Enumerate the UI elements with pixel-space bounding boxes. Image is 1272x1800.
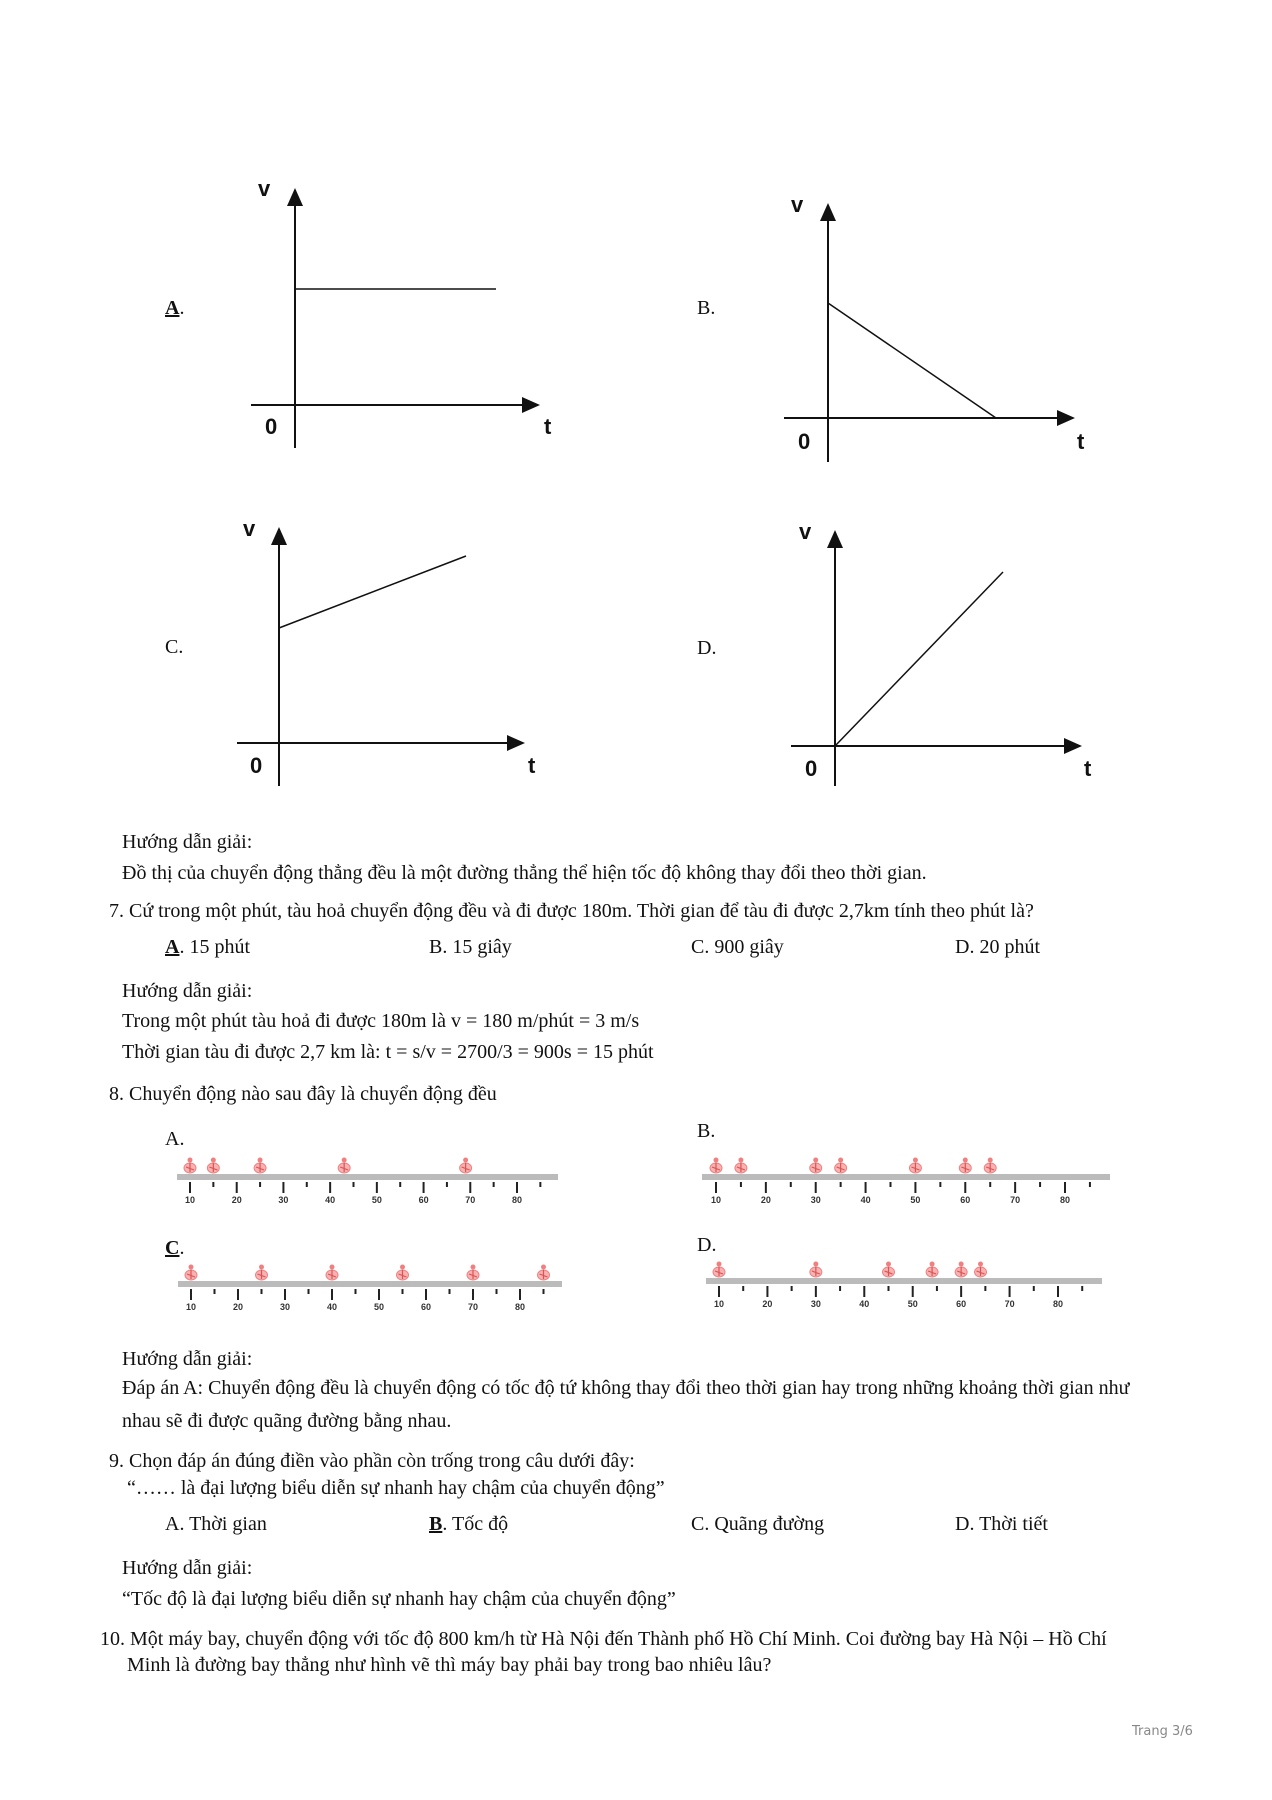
tick-label: 80	[1059, 1195, 1071, 1205]
tick-label: 60	[956, 1299, 967, 1309]
tick-label: 20	[232, 1302, 244, 1312]
question-9: 9. Chọn đáp án đúng điền vào phần còn trống trong câu dưới đây:	[109, 1450, 635, 1472]
question-9-quote: “…… là đại lượng biểu diễn sự nhanh hay chậm của chuyển động”	[127, 1477, 665, 1499]
solution-line: “Tốc độ là đại lượng biểu diễn sự nhanh hay chậm của chuyển động”	[122, 1588, 676, 1610]
graph-a-origin-label: 0	[265, 414, 278, 439]
solution-line: nhau sẽ đi được quãng đường bằng nhau.	[122, 1410, 452, 1432]
tick-label: 70	[465, 1195, 476, 1205]
question-10-cont: Minh là đường bay thẳng như hình vẽ thì máy bay phải bay trong bao nhiêu lâu?	[127, 1654, 772, 1676]
tick-label: 80	[514, 1302, 526, 1312]
q7-option-d: D. 20 phút	[955, 936, 1040, 958]
q8-option-c-label: C.	[165, 1237, 185, 1259]
tick-label: 60	[420, 1302, 432, 1312]
solution-heading: Hướng dẫn giải:	[122, 1348, 253, 1370]
solution-line: Trong một phút tàu hoả đi được 180m là v = 180 m/phút = 3 m/s	[122, 1010, 640, 1032]
tick-label: 50	[910, 1195, 921, 1205]
runner-icon	[984, 1158, 996, 1174]
solution-heading: Hướng dẫn giải:	[122, 1557, 253, 1579]
number-line-d	[706, 1262, 1102, 1310]
graph-b-v-label: v	[791, 192, 804, 217]
tick-label: 30	[810, 1195, 821, 1205]
question-8: 8. Chuyển động nào sau đây là chuyển động đều	[109, 1083, 497, 1105]
tick-label: 70	[1004, 1299, 1015, 1309]
solution-line: Đáp án A: Chuyển động đều là chuyển động có tốc độ tứ không thay đổi theo thời gian hay trong những khoảng thời gian như	[122, 1377, 1130, 1399]
tick-label: 50	[907, 1299, 918, 1309]
q7-option-a: A. 15 phút	[165, 936, 251, 958]
graph-b-label: B.	[697, 297, 716, 319]
tick-label: 70	[467, 1302, 479, 1312]
runner-icon	[538, 1265, 550, 1281]
graph-d-origin-label: 0	[805, 756, 818, 781]
q9-option-b: B. Tốc độ	[429, 1513, 509, 1535]
tick-label: 30	[279, 1302, 291, 1312]
runner-icon	[926, 1262, 938, 1278]
solution-heading: Hướng dẫn giải:	[122, 980, 253, 1002]
runner-icon	[184, 1158, 196, 1174]
graph-c	[237, 529, 523, 786]
graph-c-v-label: v	[243, 516, 256, 541]
q7-option-c: C. 900 giây	[691, 936, 784, 958]
runner-icon	[735, 1158, 747, 1174]
solution-line: Thời gian tàu đi được 2,7 km là: t = s/v = 2700/3 = 900s = 15 phút	[122, 1041, 654, 1063]
tick-label: 40	[325, 1195, 336, 1205]
q9-option-d: D. Thời tiết	[955, 1513, 1048, 1535]
tick-label: 20	[231, 1195, 242, 1205]
runner-icon	[256, 1265, 268, 1281]
track	[177, 1174, 558, 1180]
track	[178, 1281, 562, 1287]
runner-icon	[460, 1158, 472, 1174]
graph-b-t-label: t	[1077, 429, 1085, 454]
runner-icon	[883, 1262, 895, 1278]
tick-label: 10	[710, 1195, 722, 1205]
graph-c-t-label: t	[528, 753, 536, 778]
q8-option-a-label: A.	[165, 1128, 185, 1150]
tick-label: 10	[185, 1302, 197, 1312]
graph-d-v-label: v	[799, 519, 812, 544]
track	[706, 1278, 1102, 1284]
number-line-b	[702, 1158, 1110, 1206]
tick-label: 30	[278, 1195, 289, 1205]
runner-icon	[338, 1158, 350, 1174]
tick-label: 40	[326, 1302, 338, 1312]
q9-option-a: A. Thời gian	[165, 1513, 267, 1535]
runner-icon	[810, 1262, 822, 1278]
graph-b-line	[828, 303, 996, 418]
graph-c-label: C.	[165, 636, 184, 658]
tick-label: 40	[860, 1195, 871, 1205]
runner-icon	[326, 1265, 338, 1281]
tick-label: 70	[1010, 1195, 1021, 1205]
tick-label: 80	[511, 1195, 523, 1205]
graph-a	[251, 190, 538, 448]
graph-d	[791, 532, 1080, 786]
runner-icon	[254, 1158, 266, 1174]
graph-c-line	[279, 556, 466, 628]
runner-icon	[955, 1262, 967, 1278]
tick-label: 50	[373, 1302, 385, 1312]
solution-text: Đồ thị của chuyển động thẳng đều là một đường thẳng thể hiện tốc độ không thay đổi theo thời gian.	[122, 862, 927, 884]
runner-icon	[975, 1262, 987, 1278]
q8-option-b-label: B.	[697, 1120, 716, 1142]
tick-label: 50	[371, 1195, 382, 1205]
graph-a-t-label: t	[544, 414, 552, 439]
graph-c-origin-label: 0	[250, 753, 263, 778]
q7-option-b: B. 15 giây	[429, 936, 512, 958]
tick-label: 10	[713, 1299, 725, 1309]
runner-icon	[207, 1158, 219, 1174]
graph-d-label: D.	[697, 637, 717, 659]
runner-icon	[713, 1262, 725, 1278]
tick-label: 60	[418, 1195, 429, 1205]
graph-b	[784, 205, 1073, 462]
question-7: 7. Cứ trong một phút, tàu hoả chuyển động đều và đi được 180m. Thời gian để tàu đi được 2,7km tính theo phút là?	[109, 900, 1034, 922]
tick-label: 10	[184, 1195, 196, 1205]
question-10: 10. Một máy bay, chuyển động với tốc độ 800 km/h từ Hà Nội đến Thành phố Hồ Chí Minh. Coi đường bay Hà Nội – Hồ Chí	[100, 1628, 1107, 1650]
q9-option-c: C. Quãng đường	[691, 1513, 825, 1535]
graph-b-origin-label: 0	[798, 429, 811, 454]
solution-heading: Hướng dẫn giải:	[122, 831, 253, 853]
tick-label: 80	[1052, 1299, 1064, 1309]
graph-d-t-label: t	[1084, 756, 1092, 781]
tick-label: 30	[810, 1299, 821, 1309]
page-number: Trang 3/6	[1132, 1724, 1193, 1739]
runner-icon	[467, 1265, 479, 1281]
runner-icon	[835, 1158, 847, 1174]
runner-icon	[909, 1158, 921, 1174]
tick-label: 60	[960, 1195, 971, 1205]
runner-icon	[959, 1158, 971, 1174]
runner-icon	[710, 1158, 722, 1174]
graph-d-line	[835, 572, 1003, 746]
tick-label: 40	[859, 1299, 870, 1309]
graph-a-label: A.	[165, 297, 185, 319]
number-line-c	[178, 1265, 562, 1313]
track	[702, 1174, 1110, 1180]
runner-icon	[185, 1265, 197, 1281]
tick-label: 20	[762, 1299, 773, 1309]
runner-icon	[397, 1265, 409, 1281]
number-line-a	[177, 1158, 558, 1206]
q8-option-d-label: D.	[697, 1234, 717, 1256]
graph-a-v-label: v	[258, 176, 271, 201]
runner-icon	[810, 1158, 822, 1174]
tick-label: 20	[760, 1195, 771, 1205]
